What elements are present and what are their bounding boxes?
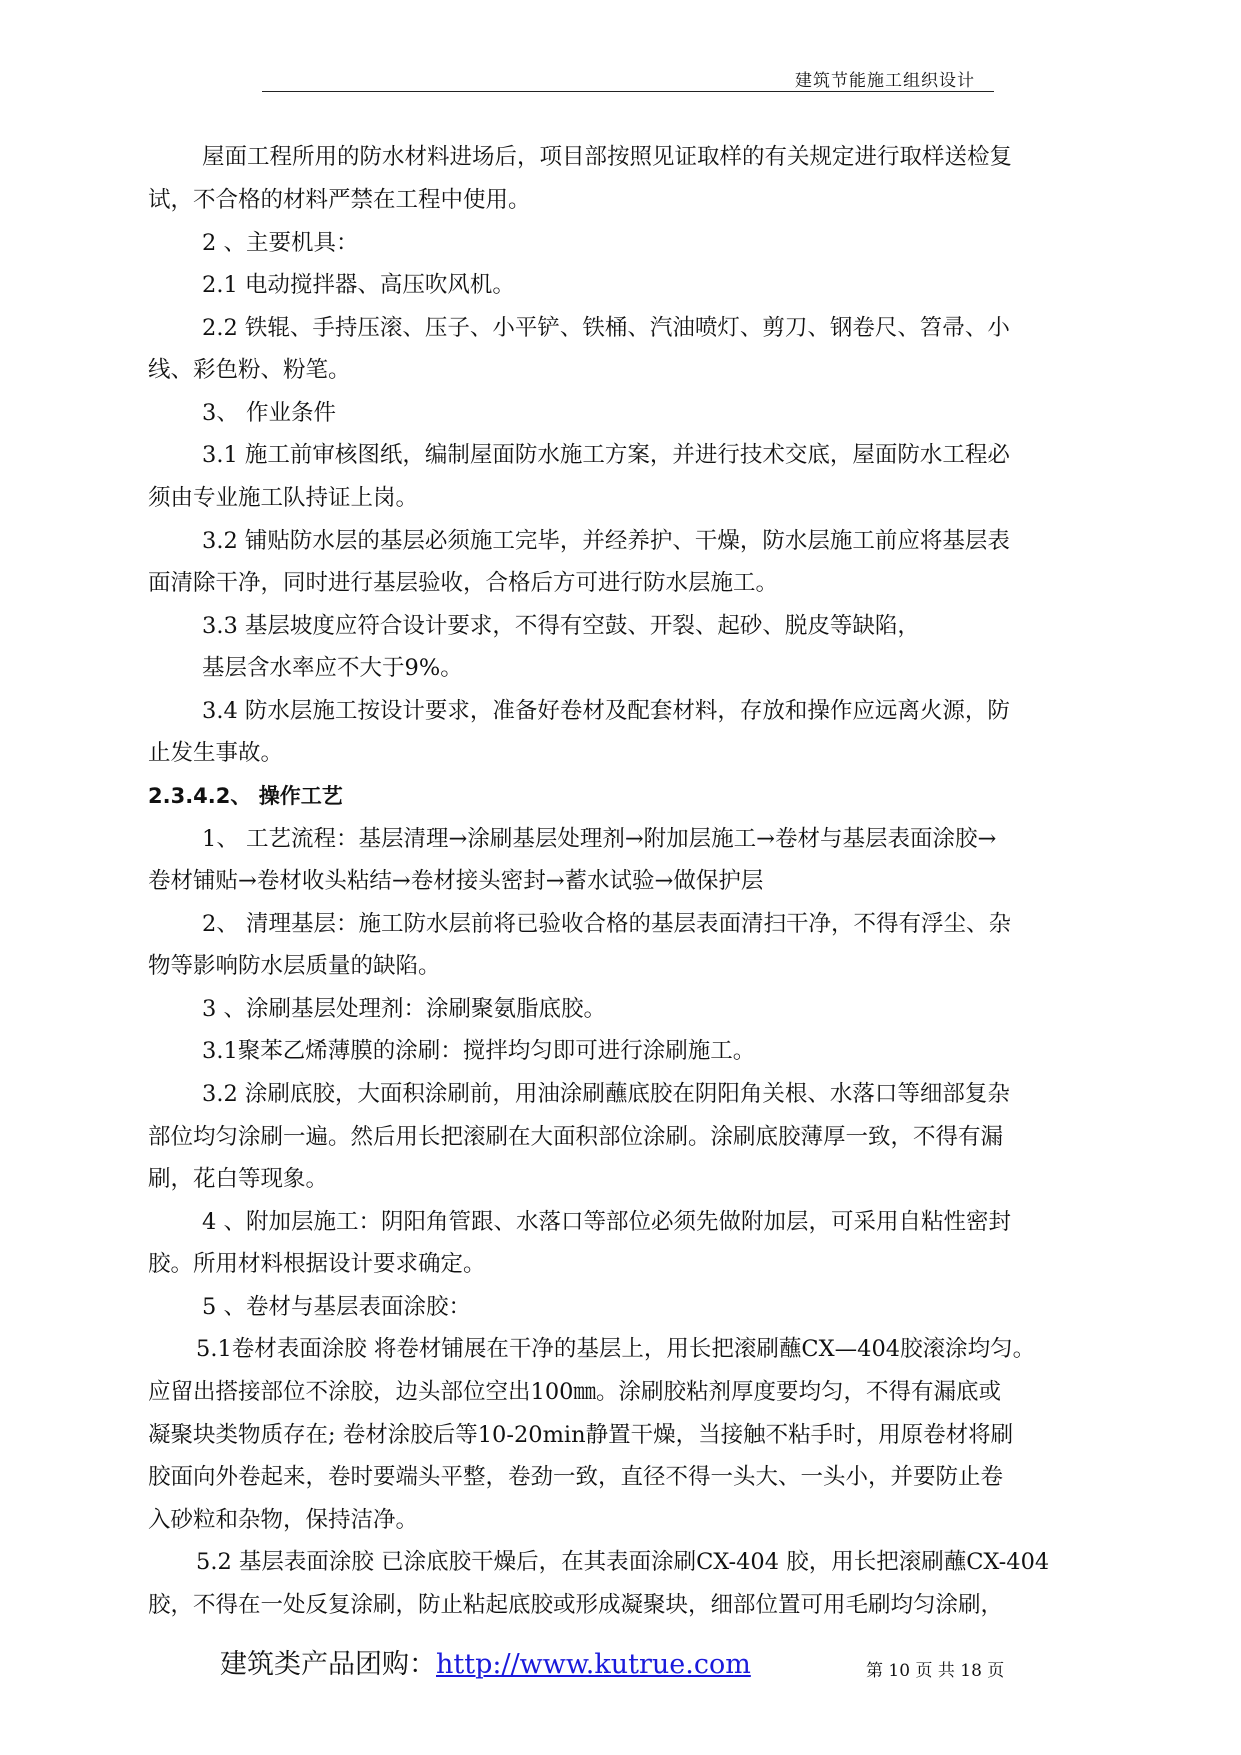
body-line: 凝聚块类物质存在; 卷材涂胶后等10-20min静置干燥，当接触不粘手时，用原卷材将刷 <box>148 1422 1014 1448</box>
body-line: 应留出搭接部位不涂胶，边头部位空出100㎜。涂刷胶粘剂厚度要均匀，不得有漏底或 <box>148 1379 1001 1405</box>
header-divider <box>262 91 994 92</box>
body-line: 物等影响防水层质量的缺陷。 <box>148 953 441 979</box>
body-line: 入砂粒和杂物，保持洁净。 <box>148 1507 419 1533</box>
body-line: 胶面向外卷起来，卷时要端头平整，卷劲一致，直径不得一头大、一头小，并要防止卷 <box>148 1464 1004 1490</box>
body-line: 2.1 电动搅拌器、高压吹风机。 <box>202 272 515 298</box>
header-title: 建筑节能施工组织设计 <box>795 71 975 91</box>
footer-promo-link[interactable]: http://www.kutrue.com <box>436 1649 751 1680</box>
body-line: 胶。所用材料根据设计要求确定。 <box>148 1251 486 1277</box>
footer-promo <box>220 1648 751 1682</box>
body-line: 3.4 防水层施工按设计要求，准备好卷材及配套材料，存放和操作应远离火源，防 <box>202 698 1010 724</box>
page-number: 第 10 页 共 18 页 <box>866 1661 1005 1681</box>
body-line: 5 、卷材与基层表面涂胶： <box>202 1294 471 1320</box>
body-line: 试，不合格的材料严禁在工程中使用。 <box>148 187 531 213</box>
body-line: 卷材铺贴→卷材收头粘结→卷材接头密封→蓄水试验→做保护层 <box>148 868 764 894</box>
body-line: 3.2 铺贴防水层的基层必须施工完毕，并经养护、干燥，防水层施工前应将基层表 <box>202 528 1010 554</box>
body-line: 3.1聚苯乙烯薄膜的涂刷：搅拌均匀即可进行涂刷施工。 <box>202 1038 756 1064</box>
body-line: 须由专业施工队持证上岗。 <box>148 485 419 511</box>
body-line: 5.1卷材表面涂胶 将卷材铺展在干净的基层上，用长把滚刷蘸CX—404胶滚涂均匀。 <box>196 1336 1036 1362</box>
body-line: 3 、涂刷基层处理剂：涂刷聚氨脂底胶。 <box>202 996 606 1022</box>
section-heading: 2.3.4.2、 操作工艺 <box>148 784 343 808</box>
body-line: 屋面工程所用的防水材料进场后，项目部按照见证取样的有关规定进行取样送检复 <box>202 144 1013 170</box>
body-line: 2 、主要机具： <box>202 230 359 256</box>
body-line: 线、彩色粉、粉笔。 <box>148 357 351 383</box>
body-line: 止发生事故。 <box>148 740 284 766</box>
body-line: 1、 工艺流程：基层清理→涂刷基层处理剂→附加层施工→卷材与基层表面涂胶→ <box>202 826 997 852</box>
body-line: 2、 清理基层：施工防水层前将已验收合格的基层表面清扫干净，不得有浮尘、杂 <box>202 911 1011 937</box>
body-line: 5.2 基层表面涂胶 已涂底胶干燥后，在其表面涂刷CX-404 胶，用长把滚刷蘸CX-404 <box>196 1549 1050 1575</box>
body-line: 2.2 铁辊、手持压滚、压子、小平铲、铁桶、汽油喷灯、剪刀、钢卷尺、笤帚、小 <box>202 315 1010 341</box>
body-line: 刷，花白等现象。 <box>148 1166 329 1192</box>
body-line: 4 、附加层施工：阴阳角管跟、水落口等部位必须先做附加层，可采用自粘性密封 <box>202 1209 1011 1235</box>
body-line: 胶，不得在一处反复涂刷，防止粘起底胶或形成凝聚块，细部位置可用毛刷均匀涂刷， <box>148 1592 1004 1618</box>
body-line: 3、 作业条件 <box>202 400 336 426</box>
body-line: 基层含水率应不大于9%。 <box>202 655 463 681</box>
body-line: 3.3 基层坡度应符合设计要求，不得有空鼓、开裂、起砂、脱皮等缺陷， <box>202 613 920 639</box>
body-line: 3.1 施工前审核图纸，编制屋面防水施工方案，并进行技术交底，屋面防水工程必 <box>202 442 1010 468</box>
body-line: 部位均匀涂刷一遍。然后用长把滚刷在大面积部位涂刷。涂刷底胶薄厚一致，不得有漏 <box>148 1124 1004 1150</box>
body-line: 3.2 涂刷底胶，大面积涂刷前，用油涂刷蘸底胶在阴阳角关根、水落口等细部复杂 <box>202 1081 1010 1107</box>
footer-promo-label: 建筑类产品团购： <box>220 1649 436 1680</box>
body-line: 面清除干净，同时进行基层验收，合格后方可进行防水层施工。 <box>148 570 779 596</box>
